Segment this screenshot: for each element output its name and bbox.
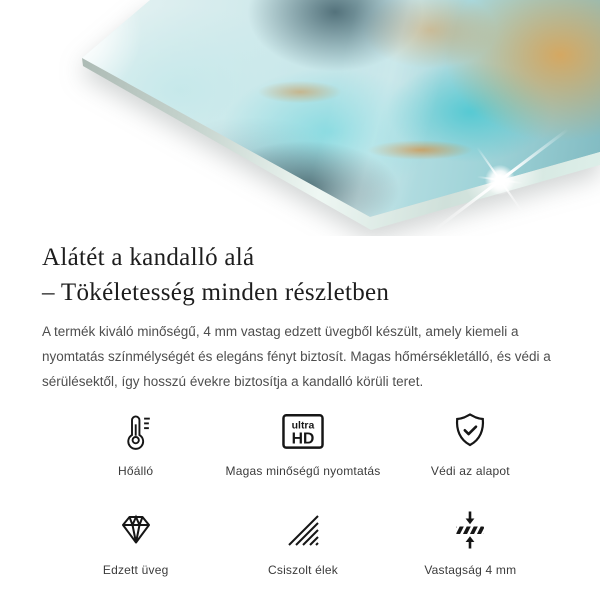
page-title-line2: – Tökéletesség minden részletben xyxy=(42,279,390,306)
ultra-hd-badge-bottom: HD xyxy=(291,430,315,448)
diamond-icon xyxy=(116,508,156,552)
glass-panel-artwork xyxy=(0,0,600,236)
feature-label: Magas minőségű nyomtatás xyxy=(225,464,381,478)
feature-tempered-glass xyxy=(52,508,219,577)
product-description: A termék kiváló minőségű, 4 mm vastag edzett üvegből készült, amely kiemeli a nyomtatás színmélységét és elegáns fényt biztosít. Magas hőmérsékletálló, és védi a sérülésektől, így hosszú évekre biztosítja a kandalló körüli teret. xyxy=(42,324,551,389)
thermometer-icon xyxy=(116,409,156,453)
feature-heat-resistant xyxy=(52,409,219,478)
thickness-compress-icon xyxy=(449,508,491,552)
page-title xyxy=(42,240,564,310)
feature-label: Hőálló xyxy=(118,464,154,478)
feature-protects-base xyxy=(387,409,554,478)
feature-grid xyxy=(52,409,554,577)
ultra-hd-icon xyxy=(280,409,326,453)
feature-label: Védi az alapot xyxy=(430,464,510,478)
glass-panel xyxy=(0,0,600,236)
feature-polished-edges xyxy=(219,508,386,577)
ultra-hd-badge-top: ultra xyxy=(291,420,315,432)
polished-edges-icon xyxy=(283,508,323,552)
feature-label: Csiszolt élek xyxy=(268,563,338,577)
page-title-line1: Alátét a kandalló alá xyxy=(42,244,255,271)
hero-product-photo xyxy=(0,0,600,236)
shield-check-icon xyxy=(450,409,490,453)
feature-label: Edzett üveg xyxy=(102,563,169,577)
feature-print-quality xyxy=(219,409,386,478)
product-description-section xyxy=(0,236,600,577)
feature-label: Vastagság 4 mm xyxy=(424,563,517,577)
feature-thickness xyxy=(387,508,554,577)
